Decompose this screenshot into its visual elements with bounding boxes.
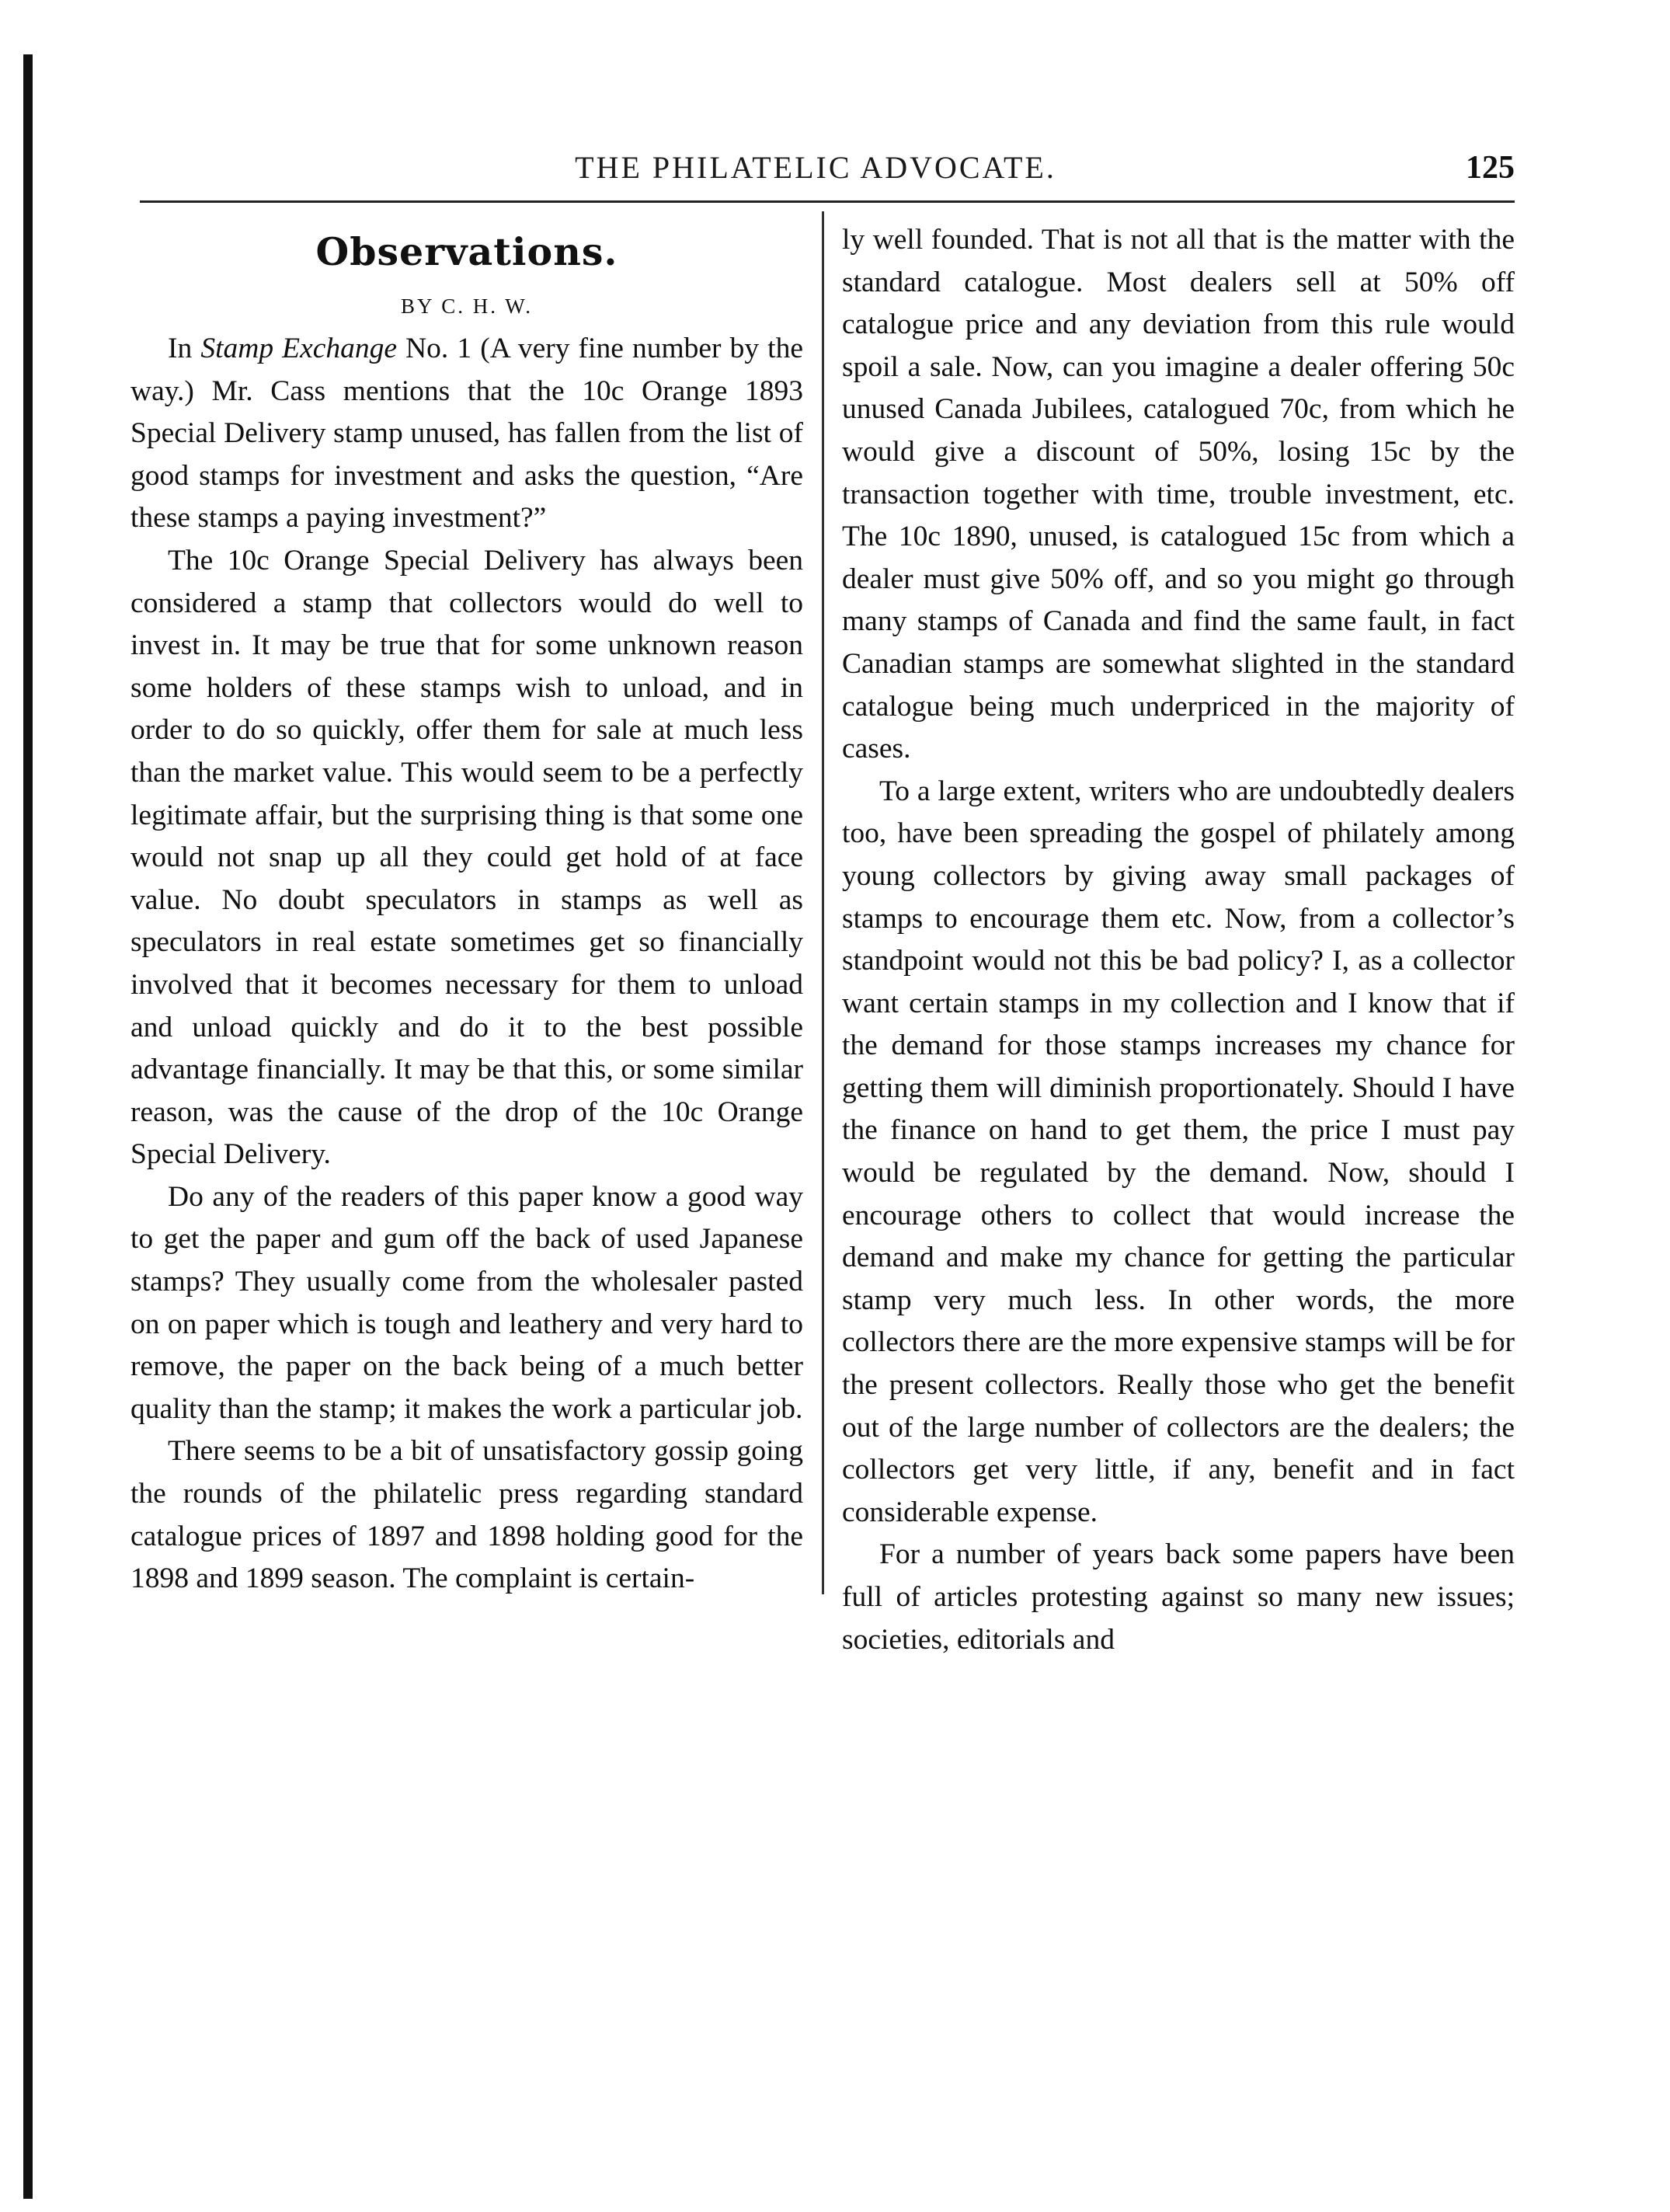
column-divider [822, 211, 824, 1594]
right-column [842, 219, 1515, 1661]
paragraph: ly well founded. That is not all that is the matter with the standard catalogue. Most dealers sell at 50% off catalogue price and any deviation from this rule would spoil a sale. Now, can you imagine a dealer offering 50c unused Canada Jubilees, catalogued 70c, from which he would give a discount of 50%, losing 15c by the transaction together with time, trouble investment, etc. The 10c 1890, unused, is catalogued 15c from which a dealer must give 50% off, and so you might go through many stamps of Canada and find the same fault, in fact Canadian stamps are somewhat slighted in the standard catalogue being much underpriced in the majority of cases. [842, 224, 1515, 765]
page-edge-rule [23, 54, 33, 2199]
paragraph: For a number of years back some papers have been full of articles protesting against so many new issues; societies, editorials and [842, 1538, 1515, 1656]
paragraph: Do any of the readers of this paper know a good way to get the paper and gum off the back of used Japanese stamps? They usually come from the wholesaler pasted on on paper which is tough and leathery and very hard to remove, the paper on the back being of a much better quality than the stamp; it makes the work a particular job. [130, 1180, 803, 1425]
header-rule [140, 200, 1515, 203]
publication-name: Stamp Exchange [200, 333, 398, 364]
left-column [130, 219, 803, 1601]
journal-title: THE PHILATELIC ADVOCATE. [575, 150, 1056, 185]
running-header [140, 146, 1515, 193]
article-title: Observations. [315, 229, 618, 274]
paragraph: In Stamp Exchange No. 1 (A very fine number by the way.) Mr. Cass mentions that the 10c Orange 1893 Special Delivery stamp unused, has fallen from the list of good stamps for investment and asks the question, “Are these stamps a paying investment?” [130, 333, 803, 535]
paragraph: The 10c Orange Special Delivery has always been considered a stamp that collectors would do well to invest in. It may be true that for some unknown reason some holders of these stamps wish to unload, and in order to do so quickly, offer them for sale at much less than the market value. This would seem to be a perfectly legitimate affair, but the surprising thing is that some one would not snap up all they could get hold of at face value. No doubt speculators in stamps as well as speculators in real estate sometimes get so financially involved that it becomes necessary for them to unload and unload quickly and do it to the best possible advantage financially. It may be that this, or some similar reason, was the cause of the drop of the 10c Orange Special Delivery. [130, 544, 803, 1171]
page-number: 125 [1466, 150, 1515, 186]
article-byline: BY C. H. W. [400, 294, 534, 318]
paragraph: There seems to be a bit of unsatisfactory gossip going the rounds of the philatelic press regarding standard catalogue prices of 1897 and 1898 holding good for the 1898 and 1899 season. The complaint is certain- [130, 1435, 803, 1595]
paragraph: To a large extent, writers who are undoubtedly dealers too, have been spreading the gospel of philately among young collectors by giving away small packages of stamps to encourage them etc. Now, from a collector’s standpoint would not this be bad policy? I, as a collector want certain stamps in my collection and I know that if the demand for those stamps increases my chance for getting them will diminish proportionately. Should I have the finance on hand to get them, the price I must pay would be regulated by the demand. Now, should I encourage others to collect that would increase the demand and make my chance for getting the particular stamp very much less. In other words, the more collectors there are the more expensive stamps will be for the present collectors. Really those who get the benefit out of the large number of collectors are the dealers; the collectors get very little, if any, benefit and in fact considerable expense. [842, 775, 1515, 1528]
